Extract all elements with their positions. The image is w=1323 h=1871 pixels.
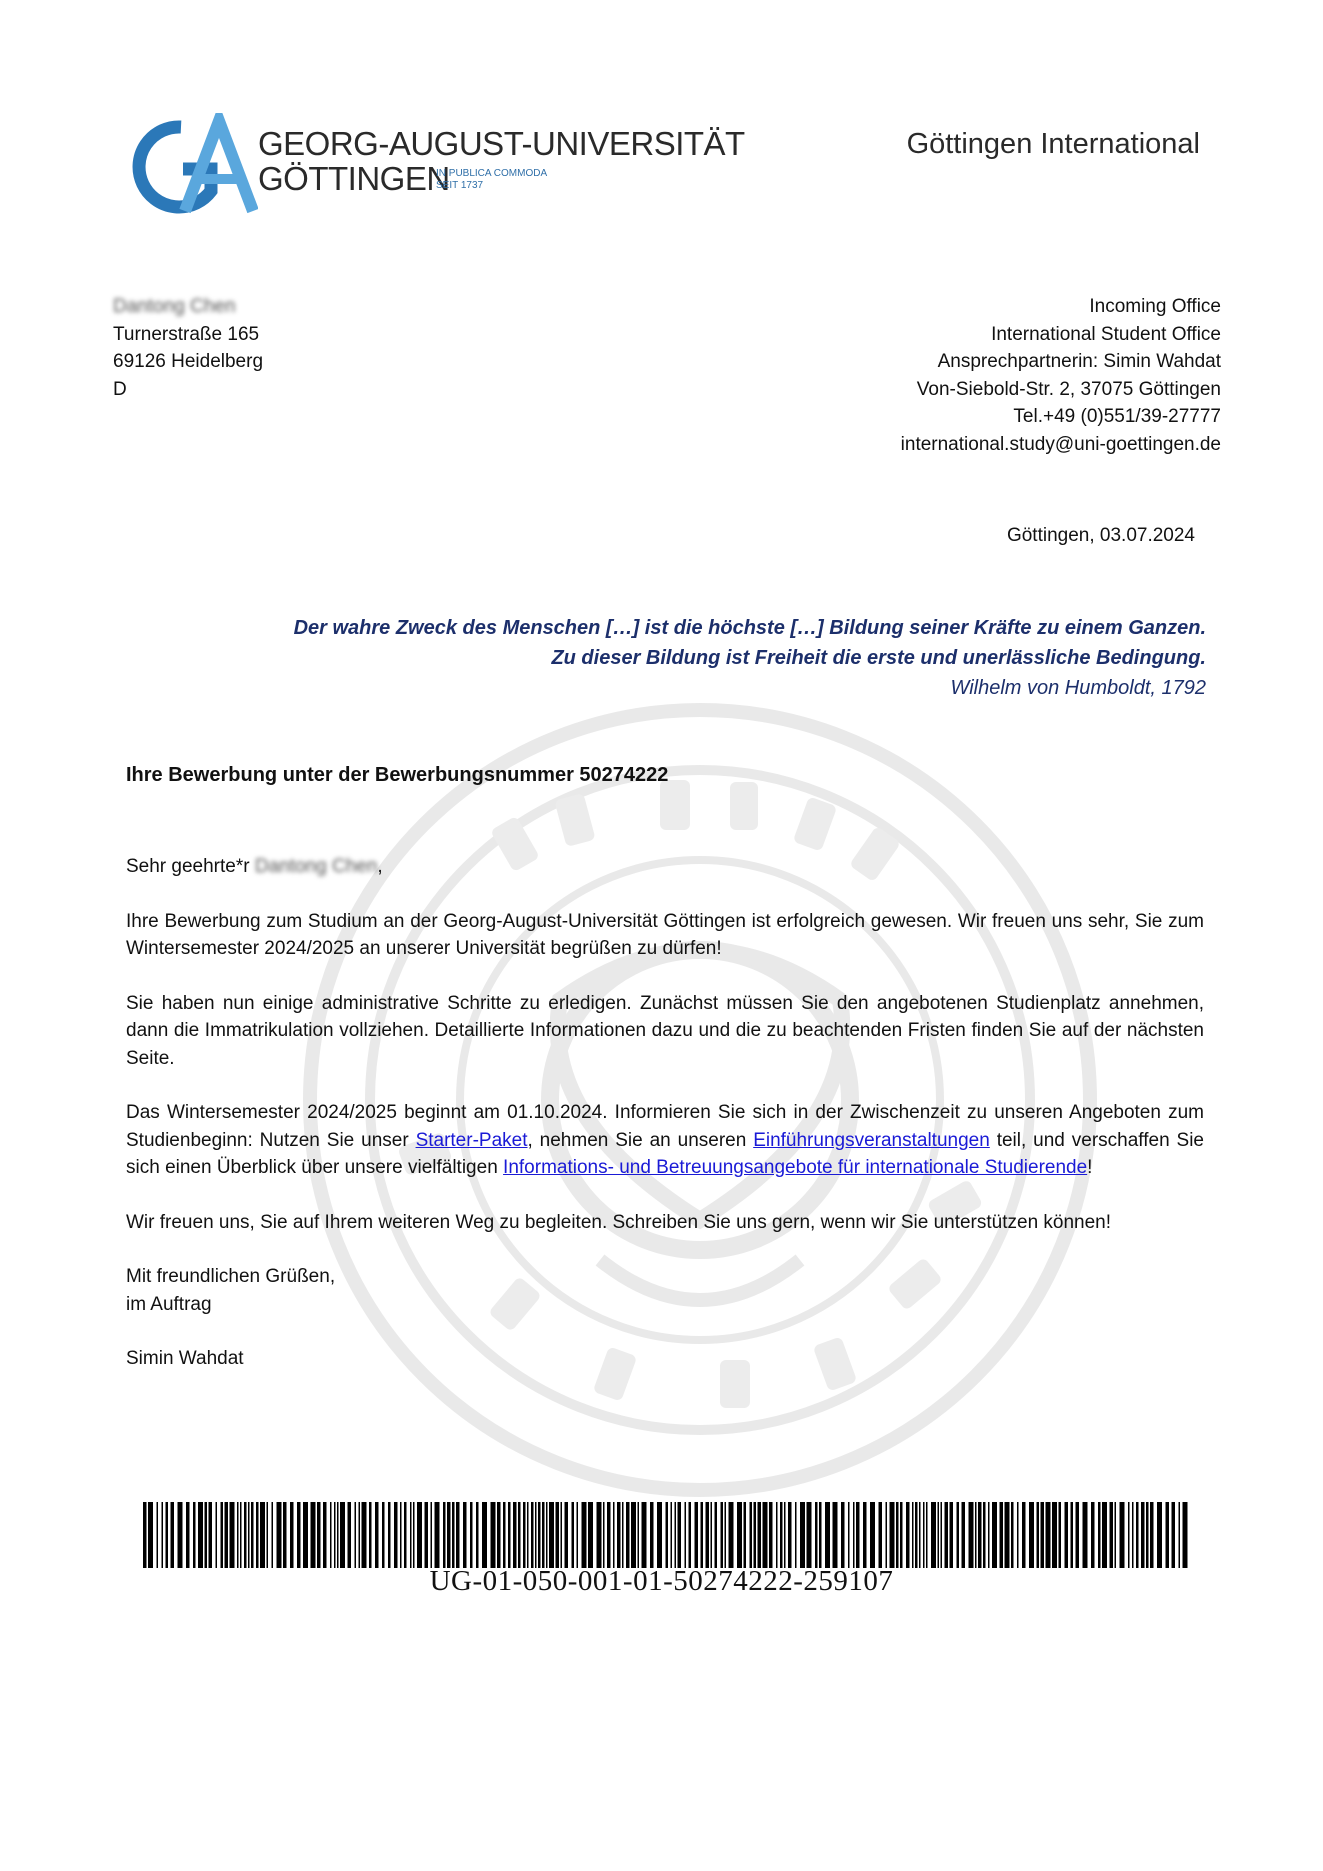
barcode-bar [890, 1502, 895, 1568]
barcode-bar [482, 1502, 487, 1568]
barcode-bar [330, 1502, 332, 1568]
barcode-bar [216, 1502, 218, 1568]
barcode-bar [721, 1502, 724, 1568]
barcode-bar [369, 1502, 372, 1568]
letter-subject: Ihre Bewerbung unter der Bewerbungsnummer 50274222 [126, 764, 669, 786]
barcode-bar [248, 1502, 250, 1568]
barcode-bar [626, 1502, 630, 1568]
sender-address [901, 293, 1221, 458]
barcode-bar [447, 1502, 451, 1568]
recipient-name: Dantong Chen [113, 296, 236, 317]
international-support-link[interactable]: Informations- und Betreuungsangebote für internationale Studierende [503, 1157, 1088, 1178]
barcode-bar [915, 1502, 918, 1568]
barcode-bar [171, 1502, 175, 1568]
barcode-bar [706, 1502, 710, 1568]
sender-phone: Tel.+49 (0)551/39-27777 [1013, 406, 1221, 427]
barcode-bar [1136, 1502, 1139, 1568]
barcode-number: UG-01-050-001-01-50274222-259107 [429, 1565, 894, 1597]
barcode-bar [957, 1502, 960, 1568]
barcode-bar [205, 1502, 208, 1568]
barcode-bar [565, 1502, 569, 1568]
barcode-bar [256, 1502, 259, 1568]
barcode-bar [1166, 1502, 1170, 1568]
barcode-bar [297, 1502, 301, 1568]
barcode-bar [497, 1502, 501, 1568]
sender-email: international.study@uni-goettingen.de [900, 433, 1221, 455]
barcode-bar [1098, 1502, 1101, 1568]
barcode-bar [931, 1502, 936, 1568]
barcode-bar [992, 1502, 997, 1568]
sender-office: Incoming Office [1089, 296, 1221, 317]
barcode-bar [413, 1502, 415, 1568]
motto-line2: SEIT 1737 [436, 180, 484, 191]
closing-greeting: Mit freundlichen Grüßen, [126, 1266, 336, 1287]
barcode-bar [886, 1502, 888, 1568]
barcode-bar [1115, 1502, 1117, 1568]
barcode-bar [689, 1502, 692, 1568]
barcode-bar [819, 1502, 822, 1568]
barcode-bar [303, 1502, 308, 1568]
barcode-bar [671, 1502, 673, 1568]
barcode-bar [277, 1502, 282, 1568]
barcode-bar [198, 1502, 203, 1568]
barcode-bar [290, 1502, 294, 1568]
barcode-bar [841, 1502, 845, 1568]
barcode-bar [1005, 1502, 1010, 1568]
barcode-bar [825, 1502, 830, 1568]
barcode-bar [711, 1502, 713, 1568]
barcode-bar [1120, 1502, 1125, 1568]
barcode-bar [417, 1502, 422, 1568]
barcode-bar [556, 1502, 560, 1568]
motto-line1: IN PUBLICA COMMODA [436, 168, 548, 179]
barcode-bar [588, 1502, 593, 1568]
barcode-bar [969, 1502, 974, 1568]
sender-department: International Student Office [991, 323, 1221, 345]
barcode-bar [1091, 1502, 1095, 1568]
barcode-bar [148, 1502, 153, 1568]
signature: Simin Wahdat [126, 1348, 244, 1369]
closing [126, 1263, 1204, 1318]
barcode-bar [912, 1502, 914, 1568]
barcode-bar [225, 1502, 229, 1568]
paragraph-next-steps: Sie haben nun einige administrative Schritte zu erledigen. Zunächst müssen Sie den angebotenen Studienplatz annehmen, dann die Immatrikulation vollziehen. Detaillierte Informationen dazu und die zu beachtenden Fristen finden Sie auf der nächsten Seite. [126, 992, 1204, 1069]
barcode-bar [410, 1502, 412, 1568]
barcode-bar [452, 1502, 455, 1568]
barcode-bar [143, 1502, 147, 1568]
barcode-bar [435, 1502, 440, 1568]
barcode-bar [1029, 1502, 1034, 1568]
barcode-bar [178, 1502, 183, 1568]
barcode-bar [622, 1502, 624, 1568]
barcode-bar [382, 1502, 385, 1568]
barcode-bar [815, 1502, 818, 1568]
barcode-bar [230, 1502, 235, 1568]
recipient-city: 69126 Heidelberg [113, 351, 264, 372]
barcode-bar [896, 1502, 899, 1568]
barcode-bar [950, 1502, 954, 1568]
barcode-bar [900, 1502, 903, 1568]
barcode-bar [272, 1502, 274, 1568]
sender-contact: Ansprechpartnerin: Simin Wahdat [937, 351, 1221, 372]
salutation-name: Dantong Chen [254, 856, 378, 877]
barcode-bar [597, 1502, 602, 1568]
barcode-bar [737, 1502, 742, 1568]
sender-street: Von-Siebold-Str. 2, 37075 Göttingen [916, 378, 1221, 400]
barcode-bar [631, 1502, 636, 1568]
barcode-bar [675, 1502, 677, 1568]
barcode-bar [1052, 1502, 1057, 1568]
barcode-bar [1110, 1502, 1114, 1568]
ga-logo-icon [123, 113, 258, 218]
barcode-bar [788, 1502, 792, 1568]
salutation-prefix: Sehr geehrte*r [126, 856, 250, 877]
barcode-bar [513, 1502, 517, 1568]
department-name: Göttingen International [906, 128, 1200, 160]
barcode-bar [503, 1502, 506, 1568]
barcode-bar [186, 1502, 190, 1568]
barcode-bar [463, 1502, 467, 1568]
barcode-bar [193, 1502, 196, 1568]
barcode-bar [776, 1502, 778, 1568]
barcode-bar [1150, 1502, 1154, 1568]
barcode-bar [906, 1502, 910, 1568]
starter-package-link[interactable]: Starter-Paket [415, 1129, 528, 1151]
barcode-bar [1017, 1502, 1019, 1568]
barcode-bar [425, 1502, 429, 1568]
barcode-bar [355, 1502, 357, 1568]
barcode-bar [1172, 1502, 1176, 1568]
barcode-bar [833, 1502, 838, 1568]
barcode-bar [1128, 1502, 1130, 1568]
orientation-events-link[interactable]: Einführungsveranstaltungen [753, 1129, 990, 1151]
barcode-bar [476, 1502, 479, 1568]
barcode-bar [1102, 1502, 1107, 1568]
barcode-bar [725, 1502, 727, 1568]
barcode-bar [535, 1502, 537, 1568]
barcode-bar [642, 1502, 647, 1568]
barcode-bar [1179, 1502, 1181, 1568]
barcode-bar [807, 1502, 812, 1568]
barcode-bar [283, 1502, 287, 1568]
barcode-bar [1071, 1502, 1074, 1568]
barcode-bar [744, 1502, 747, 1568]
university-name-line1: GEORG-AUGUST-UNIVERSITÄT [258, 125, 745, 162]
barcode-bar [1141, 1502, 1145, 1568]
barcode-bar [780, 1502, 783, 1568]
barcode-bar [359, 1502, 361, 1568]
barcode-bar [678, 1502, 682, 1568]
barcode-bar [267, 1502, 269, 1568]
barcode-bar [695, 1502, 699, 1568]
university-motto [436, 168, 547, 192]
barcode-bar [1046, 1502, 1051, 1568]
barcode-bar [244, 1502, 247, 1568]
barcode-bar [613, 1502, 615, 1568]
barcode-bar [518, 1502, 521, 1568]
university-name-line2: GÖTTINGEN [258, 160, 450, 197]
salutation-suffix: , [377, 856, 383, 877]
barcode-bar [1059, 1502, 1062, 1568]
barcode-bar [237, 1502, 239, 1568]
barcode-bar [603, 1502, 605, 1568]
barcode-bar [938, 1502, 940, 1568]
paragraph-text-4: ! [1087, 1157, 1093, 1178]
barcode-bar [523, 1502, 526, 1568]
barcode-bar [1183, 1502, 1188, 1568]
barcode-bar [582, 1502, 587, 1568]
barcode-bar [542, 1502, 545, 1568]
barcode-bar [166, 1502, 169, 1568]
barcode-bar [729, 1502, 734, 1568]
recipient-country: D [113, 378, 127, 400]
barcode-bar [763, 1502, 768, 1568]
barcode-bar [251, 1502, 254, 1568]
barcode-bar [546, 1502, 548, 1568]
barcode-bar [1083, 1502, 1088, 1568]
barcode-bar [334, 1502, 336, 1568]
barcode-bar [701, 1502, 704, 1568]
barcode-bar [941, 1502, 943, 1568]
barcode-bar [1076, 1502, 1080, 1568]
barcode-bar [362, 1502, 367, 1568]
barcode-bar [879, 1502, 883, 1568]
barcode-bar [337, 1502, 339, 1568]
barcode-bar [311, 1502, 316, 1568]
barcode-bar [795, 1502, 797, 1568]
barcode-bar [666, 1502, 669, 1568]
barcode-bar [431, 1502, 433, 1568]
barcode-bar [1011, 1502, 1014, 1568]
barcode-bar [348, 1502, 352, 1568]
closing-proxy: im Auftrag [126, 1293, 212, 1315]
paragraph-support: Wir freuen uns, Sie auf Ihrem weiteren Weg zu begleiten. Schreiben Sie uns gern, wenn wir Sie unterstützen können! [126, 1211, 1112, 1233]
paragraph-text-2: , nehmen Sie an unseren [527, 1129, 754, 1151]
barcode-icon [143, 1502, 1193, 1568]
barcode-bar [572, 1502, 575, 1568]
quote-author: Wilhelm von Humboldt, 1792 [950, 677, 1206, 699]
barcode-bar [577, 1502, 579, 1568]
barcode-bar [1146, 1502, 1149, 1568]
barcode-bar [340, 1502, 345, 1568]
barcode-bar [388, 1502, 391, 1568]
recipient-street: Turnerstraße 165 [113, 323, 260, 345]
barcode-bar [784, 1502, 786, 1568]
barcode-bar [856, 1502, 860, 1568]
barcode-bar [443, 1502, 446, 1568]
barcode-bar [527, 1502, 529, 1568]
barcode-bar [848, 1502, 850, 1568]
barcode-bar [508, 1502, 511, 1568]
barcode-bar [221, 1502, 224, 1568]
quote-line1: Der wahre Zweck des Menschen […] ist die höchste […] Bildung seiner Kräfte zu einem Ganzen. [293, 617, 1206, 639]
barcode-bar [549, 1502, 554, 1568]
barcode-bar [962, 1502, 966, 1568]
barcode-bar [531, 1502, 534, 1568]
letter-date: Göttingen, 03.07.2024 [1006, 525, 1195, 546]
barcode-bar [919, 1502, 921, 1568]
barcode-bar [657, 1502, 662, 1568]
barcode-bar [317, 1502, 321, 1568]
barcode-bar [323, 1502, 327, 1568]
paragraph-acceptance: Ihre Bewerbung zum Studium an der Georg-August-Universität Göttingen ist erfolgreich gewesen. Wir freuen uns sehr, Sie zum Wintersemester 2024/2025 an unserer Universität begrüßen zu dürfen! [126, 910, 1204, 959]
paragraph-text-1: Das Wintersemester 2024/2025 beginnt am 01.10.2024. Informieren Sie sich in der Zwischenzeit zu unseren Angeboten zum Studienbeginn: Nutzen Sie unser [126, 1102, 1204, 1151]
barcode-bar [1157, 1502, 1162, 1568]
barcode-bar [769, 1502, 773, 1568]
barcode-bar [650, 1502, 654, 1568]
quote-line2: Zu dieser Bildung ist Freiheit die erste und unerlässliche Bedingung. [551, 647, 1206, 669]
barcode-bar [404, 1502, 407, 1568]
barcode-bar [975, 1502, 977, 1568]
barcode-bar [685, 1502, 687, 1568]
barcode-bar [1041, 1502, 1045, 1568]
barcode-bar [926, 1502, 928, 1568]
barcode-bar [240, 1502, 242, 1568]
humboldt-quote [294, 613, 1206, 703]
barcode-bar [561, 1502, 563, 1568]
barcode-bar [853, 1502, 855, 1568]
recipient-address [113, 293, 263, 403]
barcode-bar [983, 1502, 986, 1568]
barcode-bar [375, 1502, 379, 1568]
barcode-bar [538, 1502, 541, 1568]
barcode-bar [400, 1502, 402, 1568]
barcode-bar [157, 1502, 159, 1568]
barcode-bar [617, 1502, 621, 1568]
barcode-bar [470, 1502, 473, 1568]
barcode-bar [800, 1502, 805, 1568]
barcode-bar [988, 1502, 990, 1568]
barcode-bar [638, 1502, 640, 1568]
barcode-bar [456, 1502, 460, 1568]
barcode-bar [1132, 1502, 1134, 1568]
barcode-bar [394, 1502, 398, 1568]
barcode-bar [607, 1502, 611, 1568]
barcode-bar [715, 1502, 718, 1568]
barcode-bar [945, 1502, 949, 1568]
barcode-bar [1022, 1502, 1026, 1568]
barcode-bar [870, 1502, 875, 1568]
barcode-bar [491, 1502, 496, 1568]
barcode-bar [209, 1502, 213, 1568]
barcode-bar [1065, 1502, 1069, 1568]
barcode-bar [260, 1502, 265, 1568]
barcode-bar [754, 1502, 757, 1568]
barcode-bar [758, 1502, 762, 1568]
barcode-bar [162, 1502, 164, 1568]
salutation [126, 853, 1204, 881]
barcode-bar [1037, 1502, 1040, 1568]
barcode-bar [750, 1502, 753, 1568]
letter-body [126, 853, 1204, 1400]
paragraph-text-3: teil, und verschaffen Sie sich einen Überblick über unsere vielfältigen [126, 1129, 1204, 1178]
barcode-bar [1000, 1502, 1004, 1568]
barcode-bar [978, 1502, 982, 1568]
paragraph-semester-info [126, 1099, 1204, 1182]
barcode-bar [923, 1502, 925, 1568]
barcode-bar [863, 1502, 867, 1568]
